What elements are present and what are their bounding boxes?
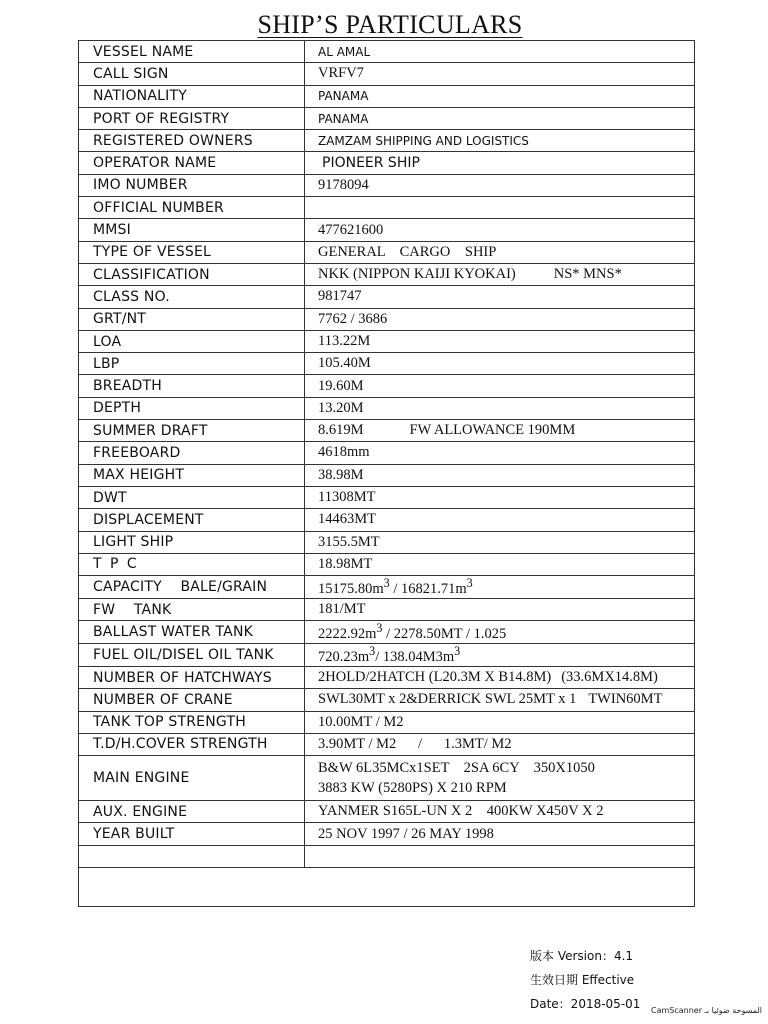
cubic-superscript: 3 bbox=[369, 644, 376, 659]
fuel-oil-volume: 720.23m bbox=[318, 648, 370, 665]
row-label-aux-engine: AUX. ENGINE bbox=[79, 801, 305, 823]
row-label-type-of-vessel: TYPE OF VESSEL bbox=[79, 241, 305, 263]
table-row bbox=[79, 689, 695, 711]
table-row bbox=[79, 375, 695, 397]
table-row bbox=[79, 442, 695, 464]
row-label-tank-top-strength: TANK TOP STRENGTH bbox=[79, 711, 305, 733]
row-label-mmsi: MMSI bbox=[79, 219, 305, 241]
row-label-nationality: NATIONALITY bbox=[79, 85, 305, 107]
table-row bbox=[79, 621, 695, 644]
row-value-tpc: 18.98MT bbox=[305, 553, 695, 575]
table-row bbox=[79, 756, 695, 801]
row-label-tpc: T P C bbox=[79, 553, 305, 575]
cubic-superscript: 3 bbox=[454, 644, 461, 659]
table-row bbox=[79, 85, 695, 107]
table-row bbox=[79, 152, 695, 174]
cubic-superscript: 3 bbox=[383, 576, 390, 591]
table-row bbox=[79, 531, 695, 553]
row-label-capacity: CAPACITY BALE/GRAIN bbox=[79, 576, 305, 599]
table-row bbox=[79, 286, 695, 308]
row-value-classification bbox=[305, 263, 695, 285]
table-row bbox=[79, 107, 695, 129]
table-row bbox=[79, 263, 695, 285]
row-value-official-number bbox=[305, 197, 695, 219]
row-value-ballast-water-tank bbox=[305, 621, 695, 644]
row-value-registered-owners: ZAMZAM SHIPPING AND LOGISTICS bbox=[305, 130, 695, 152]
table-row bbox=[79, 308, 695, 330]
crane-extra: TWIN60MT bbox=[588, 691, 663, 708]
page-title: SHIP’S PARTICULARS bbox=[257, 10, 523, 39]
row-value-freeboard: 4618mm bbox=[305, 442, 695, 464]
row-label-lbp: LBP bbox=[79, 353, 305, 375]
crane-main: SWL30MT x 2&DERRICK SWL 25MT x 1 bbox=[318, 691, 577, 708]
row-value-call-sign: VRFV7 bbox=[305, 63, 695, 85]
table-row bbox=[79, 509, 695, 531]
row-label-freeboard: FREEBOARD bbox=[79, 442, 305, 464]
row-value-depth: 13.20M bbox=[305, 397, 695, 419]
row-value-number-of-crane bbox=[305, 689, 695, 711]
date-label: Date：2018-05-01 bbox=[530, 997, 641, 1011]
table-row bbox=[79, 41, 695, 63]
row-label-ballast-water-tank: BALLAST WATER TANK bbox=[79, 621, 305, 644]
row-label-vessel-name: VESSEL NAME bbox=[79, 41, 305, 63]
row-value-operator-name: PIONEER SHIP bbox=[305, 152, 695, 174]
table-row bbox=[79, 174, 695, 196]
row-label-year-built: YEAR BUILT bbox=[79, 823, 305, 845]
row-value-breadth: 19.60M bbox=[305, 375, 695, 397]
row-value-port-of-registry: PANAMA bbox=[305, 107, 695, 129]
bale-capacity: 15175.80m bbox=[318, 580, 384, 597]
fw-allowance-value: FW ALLOWANCE 190MM bbox=[409, 422, 576, 439]
row-value-tank-top-strength: 10.00MT / M2 bbox=[305, 711, 695, 733]
main-engine-line-2: 3883 KW (5280PS) X 210 RPM bbox=[318, 780, 507, 797]
table-row bbox=[79, 598, 695, 620]
row-value-number-of-hatchways bbox=[305, 666, 695, 688]
row-value-vessel-name: AL AMAL bbox=[305, 41, 695, 63]
row-value-loa: 113.22M bbox=[305, 330, 695, 352]
table-row bbox=[79, 801, 695, 823]
row-value-main-engine bbox=[305, 756, 695, 801]
row-label-depth: DEPTH bbox=[79, 397, 305, 419]
row-label-summer-draft: SUMMER DRAFT bbox=[79, 420, 305, 442]
table-row bbox=[79, 644, 695, 667]
ballast-volume: 2222.92m bbox=[318, 626, 377, 643]
row-value-displacement: 14463MT bbox=[305, 509, 695, 531]
cubic-superscript: 3 bbox=[376, 621, 383, 636]
table-row-empty-full bbox=[79, 867, 695, 906]
row-label-port-of-registry: PORT OF REGISTRY bbox=[79, 107, 305, 129]
row-label-hatch-cover-strength: T.D/H.COVER STRENGTH bbox=[79, 733, 305, 755]
table-row bbox=[79, 823, 695, 845]
grain-capacity: / 16821.71m bbox=[389, 580, 467, 597]
table-row bbox=[79, 733, 695, 755]
row-label-breadth: BREADTH bbox=[79, 375, 305, 397]
row-value-nationality: PANAMA bbox=[305, 85, 695, 107]
table-row bbox=[79, 63, 695, 85]
row-value-dwt: 11308MT bbox=[305, 486, 695, 508]
table-row bbox=[79, 330, 695, 352]
row-label-classification: CLASSIFICATION bbox=[79, 263, 305, 285]
row-value-empty bbox=[305, 845, 695, 867]
table-row bbox=[79, 486, 695, 508]
row-empty-full bbox=[79, 867, 695, 906]
row-value-fuel-oil-tank bbox=[305, 644, 695, 667]
row-value-hatch-cover-strength: 3.90MT / M2 / 1.3MT/ M2 bbox=[305, 733, 695, 755]
classification-society: NKK (NIPPON KAIJI KYOKAI) bbox=[318, 266, 516, 283]
effective-label: 生效日期 Effective bbox=[530, 973, 635, 987]
row-label-class-no: CLASS NO. bbox=[79, 286, 305, 308]
row-label-call-sign: CALL SIGN bbox=[79, 63, 305, 85]
row-label-official-number: OFFICIAL NUMBER bbox=[79, 197, 305, 219]
row-value-lbp: 105.40M bbox=[305, 353, 695, 375]
table-row bbox=[79, 666, 695, 688]
table-row-empty bbox=[79, 845, 695, 867]
table-row bbox=[79, 711, 695, 733]
row-value-grt-nt: 7762 / 3686 bbox=[305, 308, 695, 330]
row-label-dwt: DWT bbox=[79, 486, 305, 508]
table-row bbox=[79, 420, 695, 442]
ballast-weight: / 2278.50MT / 1.025 bbox=[382, 626, 507, 643]
table-row bbox=[79, 464, 695, 486]
table-row bbox=[79, 553, 695, 575]
table-row bbox=[79, 241, 695, 263]
cubic-superscript: 3 bbox=[466, 576, 473, 591]
table-row bbox=[79, 397, 695, 419]
table-row bbox=[79, 130, 695, 152]
main-engine-line-1: B&W 6L35MCx1SET 2SA 6CY 350X1050 bbox=[318, 760, 595, 777]
particulars-table bbox=[78, 40, 695, 907]
row-label-grt-nt: GRT/NT bbox=[79, 308, 305, 330]
hatchways-main: 2HOLD/2HATCH (L20.3M X B14.8M) bbox=[318, 669, 552, 686]
row-label-registered-owners: REGISTERED OWNERS bbox=[79, 130, 305, 152]
summer-draft-value: 8.619M bbox=[318, 422, 364, 439]
row-value-year-built: 25 NOV 1997 / 26 MAY 1998 bbox=[305, 823, 695, 845]
row-value-imo-number: 9178094 bbox=[305, 174, 695, 196]
row-label-fuel-oil-tank: FUEL OIL/DISEL OIL TANK bbox=[79, 644, 305, 667]
row-label-loa: LOA bbox=[79, 330, 305, 352]
row-label-displacement: DISPLACEMENT bbox=[79, 509, 305, 531]
row-label-empty bbox=[79, 845, 305, 867]
row-value-aux-engine: YANMER S165L-UN X 2 400KW X450V X 2 bbox=[305, 801, 695, 823]
row-value-class-no: 981747 bbox=[305, 286, 695, 308]
row-value-capacity bbox=[305, 576, 695, 599]
row-value-summer-draft bbox=[305, 420, 695, 442]
row-value-light-ship: 3155.5MT bbox=[305, 531, 695, 553]
table-row bbox=[79, 197, 695, 219]
row-label-main-engine: MAIN ENGINE bbox=[79, 756, 305, 801]
row-label-number-of-hatchways: NUMBER OF HATCHWAYS bbox=[79, 666, 305, 688]
row-label-max-height: MAX HEIGHT bbox=[79, 464, 305, 486]
table-row bbox=[79, 219, 695, 241]
document-footer bbox=[530, 944, 641, 1011]
row-label-imo-number: IMO NUMBER bbox=[79, 174, 305, 196]
hatchways-extra: (33.6MX14.8M) bbox=[561, 669, 658, 686]
table-row bbox=[79, 353, 695, 375]
row-label-fw-tank: FW TANK bbox=[79, 598, 305, 620]
row-label-operator-name: OPERATOR NAME bbox=[79, 152, 305, 174]
row-value-mmsi: 477621600 bbox=[305, 219, 695, 241]
row-label-light-ship: LIGHT SHIP bbox=[79, 531, 305, 553]
row-label-number-of-crane: NUMBER OF CRANE bbox=[79, 689, 305, 711]
row-value-max-height: 38.98M bbox=[305, 464, 695, 486]
version-label: 版本 Version：4.1 bbox=[530, 949, 634, 963]
row-value-fw-tank: 181/MT bbox=[305, 598, 695, 620]
classification-notation: NS* MNS* bbox=[553, 266, 622, 283]
diesel-oil-volume: / 138.04M3m bbox=[375, 648, 455, 665]
table-row bbox=[79, 576, 695, 599]
camscanner-watermark: CamScanner المسوحة ضوئيا بـ bbox=[650, 1006, 762, 1015]
row-value-type-of-vessel: GENERAL CARGO SHIP bbox=[305, 241, 695, 263]
